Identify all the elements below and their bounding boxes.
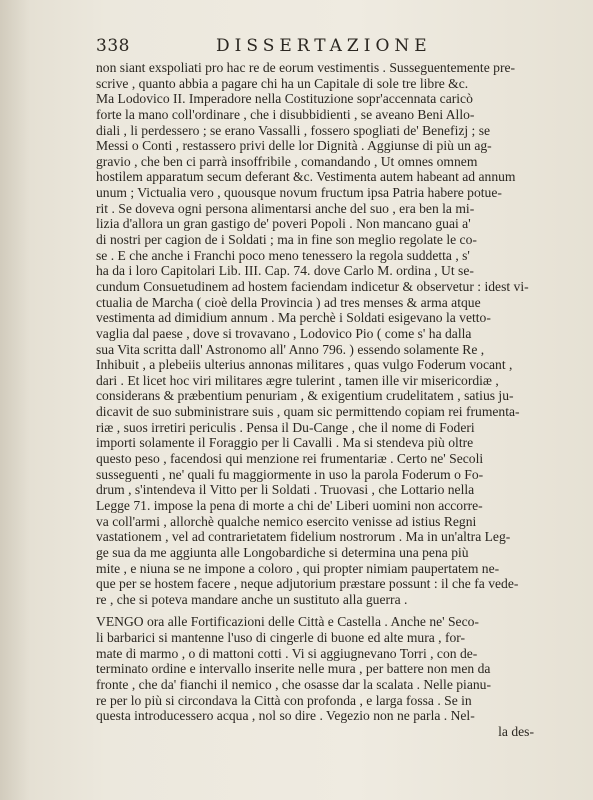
text-line: non siant exspoliati pro hac re de eorum vestimentis . Susseguentemente pre-: [96, 60, 516, 75]
text-line: diali , li perdessero ; se erano Vassalli , fossero spogliati de' Benefizj ; se: [96, 122, 491, 138]
text-line: se . E che anche i Franchi poco meno tenessero la regola suddetta , s': [96, 247, 470, 263]
text-line: vastationem , vel ad contrarietatem fidelium nostrorum . Ma in un'altra Leg-: [96, 529, 511, 545]
text-line: dari . Et licet hoc viri militares ægre tulerint , tamen ille vir misericordiæ ,: [96, 372, 499, 388]
body-text: [96, 60, 540, 740]
text-line: rit . Se doveva ogni persona alimentarsi anche del suo , era ben la mi-: [96, 200, 475, 216]
text-line: Legge 71. impose la pena di morte a chi de' Liberi uomini non accorre-: [96, 497, 483, 513]
text-line: scrive , quanto abbia a pagare chi ha un Capitale di sole tre libre &c.: [96, 75, 469, 91]
page-header: [96, 36, 536, 60]
text-line: re per lo più si circondava la Città con profonda , e larga fossa . Se in: [96, 692, 472, 708]
text-line: drum , s'intendeva il Vitto per li Soldati . Truovasi , che Lottario nella: [96, 482, 475, 498]
text-line: forte la mano coll'ordinare , che i disubbidienti , se aveano Beni Allo-: [96, 106, 475, 122]
text-line: fronte , che da' fianchi il nemico , che osasse dar la scalata . Nelle pianu-: [96, 676, 491, 692]
text-line: lizia d'allora un gran gastigo de' poveri Popoli . Non mancano guai a': [96, 216, 471, 232]
text-line: ha da i loro Capitolari Lib. III. Cap. 74. dove Carlo M. ordina , Ut se-: [96, 263, 474, 279]
text-line: re , che si poteva mandare anche un sustituto alla guerra .: [96, 591, 408, 607]
text-line: ctualia de Marcha ( cioè della Provincia ) ad tres menses & arma atque: [96, 294, 481, 310]
paragraph-start-line: VENGO ora alle Fortificazioni delle Città e Castella . Anche ne' Seco-: [96, 614, 479, 630]
text-line: susseguenti , ne' quali fu maggiormente in uso la parola Foderum o Fo-: [96, 466, 484, 482]
text-line: que per se hostem facere , neque adjutorium præstare possunt : il che fa vede-: [96, 576, 519, 592]
text-line: questa introducessero acqua , nol so dire . Vegezio non ne parla . Nel-: [96, 708, 475, 724]
text-line: Inhibuit , a plebeiis ulterius annonas militares , quas vulgo Foderum vocant ,: [96, 357, 513, 373]
text-line: vaglia dal paese , dove si trovavano , Lodovico Pio ( come s' ha dalla: [96, 325, 472, 341]
text-line: vestimenta ad dimidium annum . Ma perchè i Soldati esigevano la vetto-: [96, 310, 491, 326]
text-line: riæ , suos irretiri periculis . Pensa il Du-Cange , che il nome di Foderi: [96, 419, 475, 435]
text-line: Ma Lodovico II. Imperadore nella Costituzione sopr'accennata caricò: [96, 91, 473, 107]
text-line: hostilem apparatum secum deferant &c. Vestimenta autem habeant ad annum: [96, 169, 516, 185]
text-line: unum ; Victualia vero , quousque novum fructum ipsa Patria habere potue-: [96, 185, 502, 201]
text-line: importi solamente il Foraggio per li Cavalli . Ma si stendeva più oltre: [96, 435, 474, 451]
text-line: considerans & præbentium penuriam , & exigentium crudelitatem , satius ju-: [96, 388, 514, 404]
catchword-line: la des-: [498, 723, 534, 739]
text-line: Messi o Conti , restassero privi delle lor Dignità . Aggiunse di più un ag-: [96, 138, 492, 154]
text-line: mite , e niuna se ne impone a coloro , qui propter nimiam paupertatem ne-: [96, 560, 500, 576]
running-title: DISSERTAZIONE: [216, 36, 432, 56]
text-line: questo peso , facendosi qui menzione rei frumentariæ . Certo ne' Secoli: [96, 451, 484, 467]
text-line: li barbarici si mantenne l'uso di cingerle di buone ed alte mura , for-: [96, 630, 466, 646]
text-line: gravio , che ben ci parrà insoffribile , comandando , Ut omnes omnem: [96, 153, 478, 169]
text-line: va coll'armi , allorchè qualche nemico esercito venisse ad istius Regni: [96, 513, 477, 529]
text-line: di nostri per cagion de i Soldati ; ma in fine son meglio regolate le co-: [96, 232, 477, 248]
text-line: mate di marmo , o di mattoni cotti . Vi si aggiugnevano Torri , con de-: [96, 645, 478, 661]
page-gutter-shadow: [0, 0, 30, 800]
text-line: sua Vita scritta dall' Astronomo all' Anno 796. ) essendo solamente Re ,: [96, 341, 485, 357]
text-line: dicavit de suo subministrare suis , quam sic permittendo copiam rei frumenta-: [96, 404, 520, 420]
text-line: cundum Consuetudinem ad hostem faciendam indicetur & observetur : idest vi-: [96, 278, 529, 294]
text-line: ge sua da me aggiunta alle Longobardiche si determina una pena più: [96, 544, 469, 560]
page-number: 338: [96, 36, 130, 56]
text-line: terminato ordine e intervallo inserite nelle mura , per battere non men da: [96, 661, 491, 677]
